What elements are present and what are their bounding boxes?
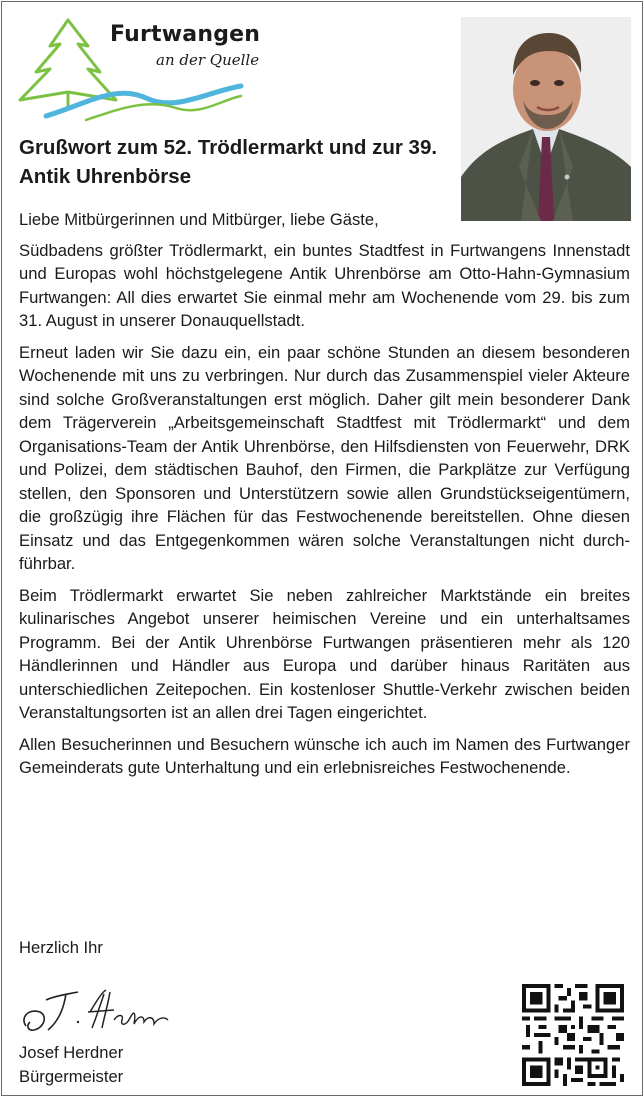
paragraph-4: Allen Besucherinnen und Besuchern wünsche ich auch im Namen des Furtwanger Gemeinderats gute Unterhaltung und ein erlebnisreiches Festwochenende. — [19, 734, 630, 777]
logo-title: Furtwangen — [110, 22, 261, 47]
document-frame — [1, 1, 643, 1096]
closing: Herzlich Ihr — [19, 938, 103, 957]
salutation: Liebe Mitbürgerinnen und Mitbürger, liebe Gäste, — [19, 210, 379, 229]
mayor-portrait — [461, 17, 631, 221]
logo-subtitle: an der Quelle — [156, 51, 260, 69]
paragraph-1: Südbadens größter Trödlermarkt, ein buntes Stadtfest in Furtwangens Innenstadt und Europas wohl höchstgelegene Antik Uhrenbörse am Otto-Hahn-Gymnasium Furtwangen: All dies erwartet Sie einmal mehr am Wochenende vom 29. bis zum 31. August in unserer Donauquellstadt. — [19, 240, 630, 330]
letter-body — [19, 208, 630, 788]
signatory-name: Josef Herdner — [19, 1043, 124, 1062]
qr-code-icon[interactable] — [522, 984, 624, 1086]
furtwangen-logo — [16, 14, 261, 124]
paragraph-2: Erneut laden wir Sie dazu ein, ein paar schöne Stunden an diesem besonderen Wochenende mit uns zu verbringen. Nur durch das Zusammenspiel vieler Akteure sind solche Großveranstaltungen erst möglich. Daher gilt mein besonderer Dank dem Trägerverein „Arbeitsgemeinschaft Stadtfest mit Trödlermarkt“ und dem Organisations-Team der Antik Uhrenbörse, den Hilfsdiensten von Feuerwehr, DRK und Polizei, dem städtischen Bauhof, den Firmen, die Parkplätze zur Verfügung stellen, den Sponsoren und Unterstützern sowie allen Grundstückseigentümern, die großzügig ihre Flächen für das Festwochenende bereitstellen. Ohne diesen Einsatz und das Entgegenkommen wären solche Veranstaltungen nicht durchführbar. — [19, 342, 630, 573]
handwritten-signature-icon — [18, 982, 178, 1042]
paragraph-3: Beim Trödlermarkt erwartet Sie neben zahlreicher Marktstände ein breites kulinarisches Angebot unserer heimischen Vereine und ein unterhaltsames Programm. Bei der Antik Uhrenbörse Furtwangen präsentieren mehr als 120 Händlerinnen und Händler aus Europa und darüber hinaus Raritäten aus unterschiedlichen Zeitepochen. Ein kostenloser Shuttle-Verkehr zwischen beiden Veranstaltungsorten ist an allen drei Tagen eingerichtet. — [19, 585, 630, 722]
signatory-role: Bürgermeister — [19, 1066, 124, 1086]
signatory-block — [19, 1041, 123, 1088]
headline: Grußwort zum 52. Trödlermarkt und zur 39. Antik Uhrenbörse — [19, 136, 438, 188]
